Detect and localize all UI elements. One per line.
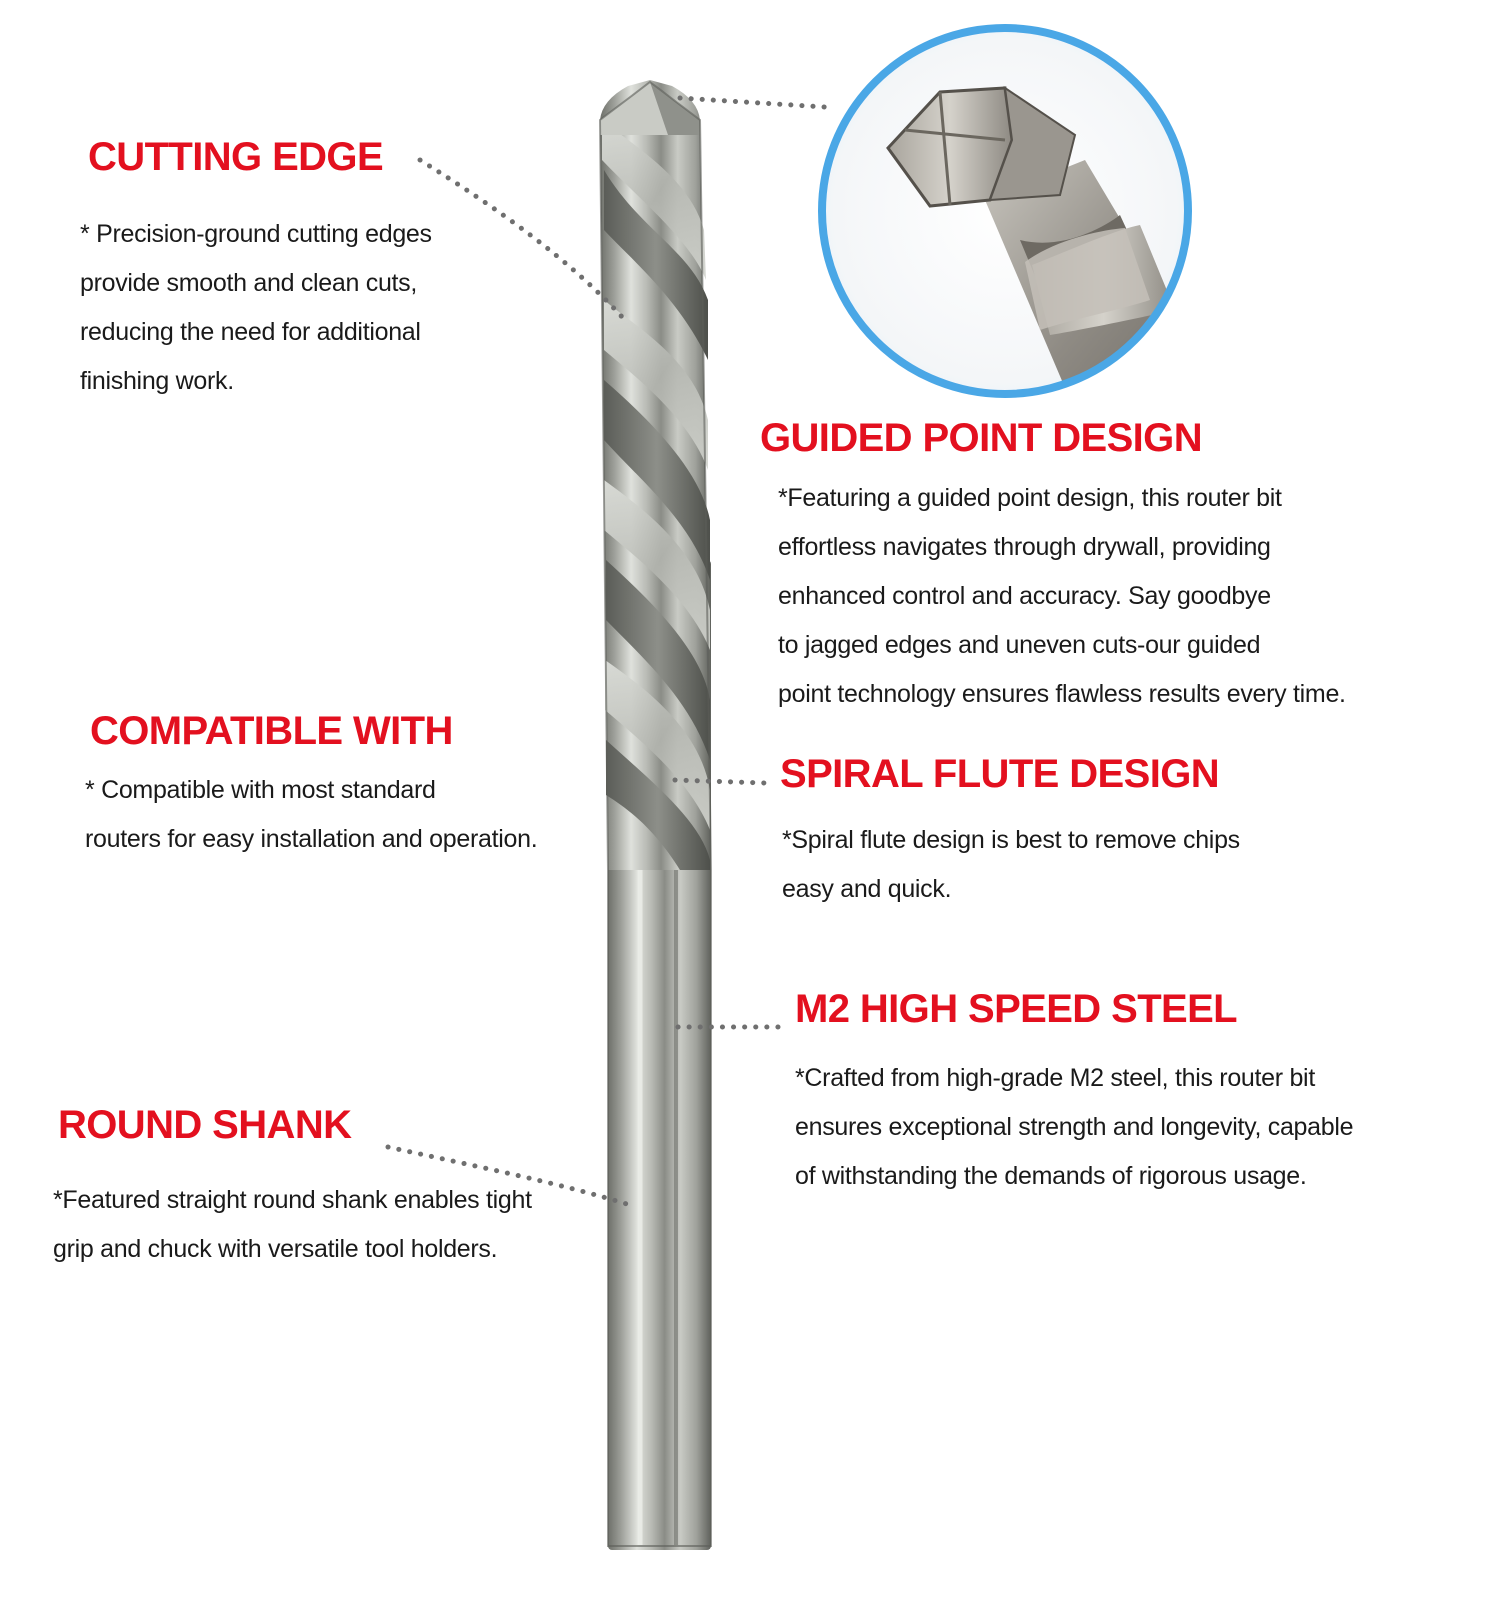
compatible-with-description — [85, 766, 537, 864]
m2-steel-line: *Crafted from high-grade M2 steel, this router bit — [795, 1064, 1315, 1092]
guided-point-line: point technology ensures flawless results every time. — [778, 680, 1346, 708]
round-shank-title: ROUND SHANK — [58, 1103, 352, 1147]
guided-point-title: GUIDED POINT DESIGN — [760, 416, 1202, 460]
round-shank-description — [53, 1176, 532, 1274]
round-shank-line: *Featured straight round shank enables tight — [53, 1186, 532, 1214]
spiral-flute-title: SPIRAL FLUTE DESIGN — [780, 752, 1220, 796]
cutting-edge-line: provide smooth and clean cuts, — [80, 269, 418, 297]
round-shank-line: grip and chuck with versatile tool holders. — [53, 1235, 498, 1263]
m2-steel-description — [795, 1054, 1353, 1201]
m2-steel-title: M2 HIGH SPEED STEEL — [795, 987, 1238, 1031]
cutting-edge-line: finishing work. — [80, 367, 234, 395]
guided-point-line: to jagged edges and uneven cuts-our guided — [778, 631, 1261, 659]
tip-closeup-icon — [822, 28, 1240, 470]
spiral-flute-line: *Spiral flute design is best to remove chips — [782, 826, 1240, 854]
drill-bit-icon — [600, 80, 711, 1550]
spiral-flute-description — [782, 816, 1240, 914]
cutting-edge-description — [80, 210, 432, 406]
m2-steel-line: of withstanding the demands of rigorous usage. — [795, 1162, 1307, 1190]
cutting-edge-line: * Precision-ground cutting edges — [80, 220, 432, 248]
cutting-edge-line: reducing the need for additional — [80, 318, 421, 346]
cutting-edge-title: CUTTING EDGE — [88, 135, 384, 179]
guided-point-line: *Featuring a guided point design, this router bit — [778, 484, 1282, 512]
leader-line-guided-point — [680, 98, 825, 107]
guided-point-line: effortless navigates through drywall, providing — [778, 533, 1271, 561]
m2-steel-line: ensures exceptional strength and longevity, capable — [795, 1113, 1354, 1141]
compatible-with-line: * Compatible with most standard — [85, 776, 436, 804]
guided-point-description — [778, 474, 1346, 719]
leader-line-cutting-edge — [420, 160, 623, 318]
guided-point-line: enhanced control and accuracy. Say goodbye — [778, 582, 1271, 610]
compatible-with-line: routers for easy installation and operation. — [85, 825, 538, 853]
spiral-flute-line: easy and quick. — [782, 875, 952, 903]
compatible-with-title: COMPATIBLE WITH — [90, 709, 453, 753]
